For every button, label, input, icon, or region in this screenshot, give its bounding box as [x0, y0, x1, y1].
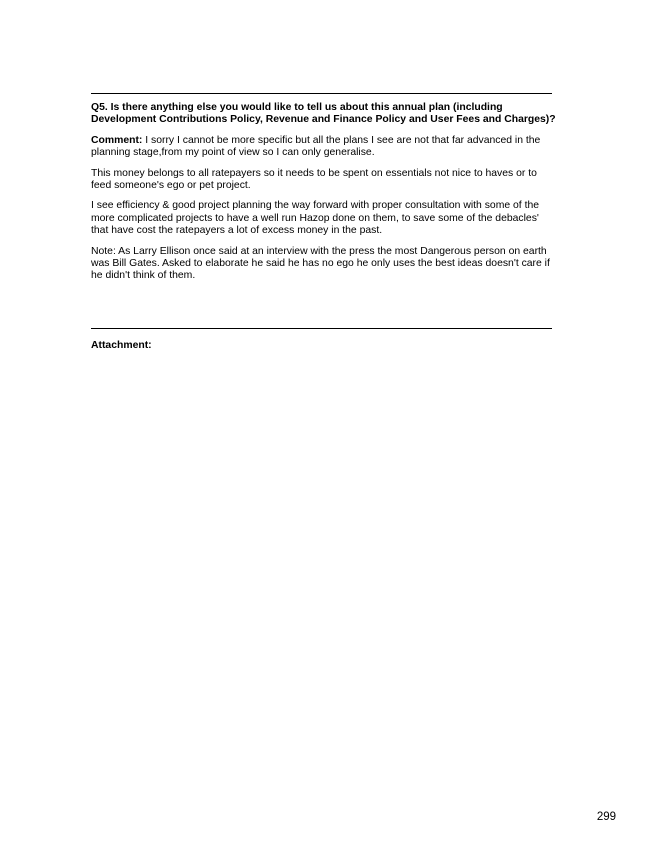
attachment-label: Attachment: [91, 340, 152, 351]
page-number: 299 [596, 811, 616, 823]
comment-paragraph-3: I see efficiency & good project planning the way forward with proper consultation with some of the more complicated projects to have a well run Hazop done on them, to save some of the debacles' that have cost the ratepayers a lot of excess money in the past. [91, 200, 540, 237]
bottom-divider [91, 328, 552, 329]
comment-text: I sorry I cannot be more specific but all the plans I see are not that far advanced in the planning stage,from my point of view so I can only generalise. [91, 134, 541, 159]
comment-paragraph [91, 135, 559, 160]
top-divider [91, 93, 552, 94]
question-heading: Q5. Is there anything else you would like to tell us about this annual plan (including Development Contributions Policy, Revenue and Finance Policy and User Fees and Charges)? [91, 102, 556, 126]
comment-paragraph-2: This money belongs to all ratepayers so it needs to be spent on essentials not nice to haves or to feed someone's ego or pet project. [91, 167, 537, 192]
comment-label: Comment: [91, 134, 143, 146]
comment-paragraph-4: Note: As Larry Ellison once said at an interview with the press the most Dangerous person on earth was Bill Gates. Asked to elaborate he said he has no ego he only uses the best ideas doesn't care if he didn't think of them. [91, 245, 550, 282]
submission-content [91, 102, 559, 291]
